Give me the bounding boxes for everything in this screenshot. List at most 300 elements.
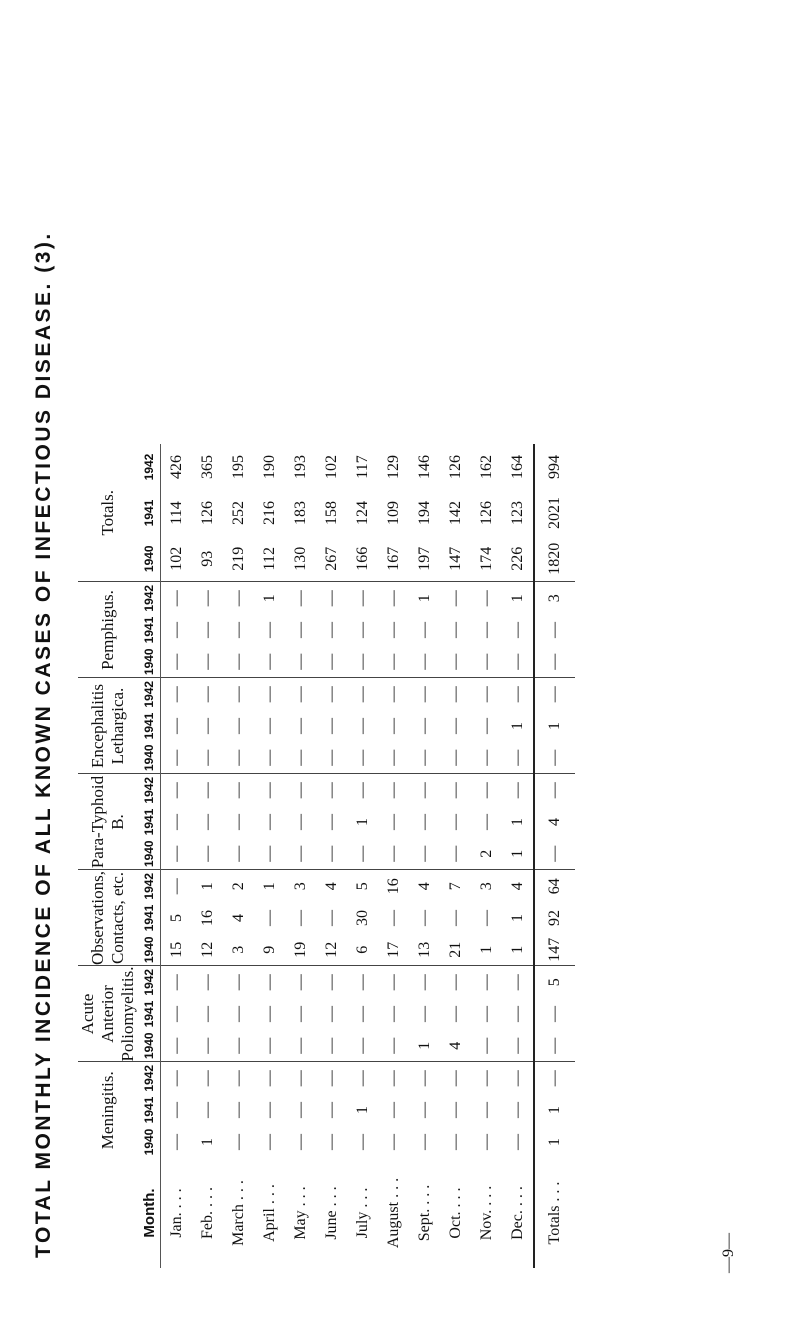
table-cell: —: [291, 1102, 309, 1118]
table-cell: —: [477, 1070, 495, 1087]
group-header: Observations, Contacts, etc.: [78, 870, 138, 966]
totals-cell: 2021: [534, 490, 575, 536]
table-cell: —: [322, 590, 340, 607]
table-cell: 4: [440, 1030, 471, 1062]
table-cell: —: [384, 1070, 402, 1087]
table-cell: —: [254, 1030, 285, 1062]
table-cell: —: [353, 686, 371, 703]
table-cell: —: [260, 1070, 278, 1087]
table-cell: —: [378, 838, 409, 870]
table-cell: 1: [508, 722, 526, 730]
table-cell: —: [198, 814, 216, 830]
totals-cell: 92: [534, 902, 575, 934]
month-label: Feb. . . .: [198, 1187, 216, 1239]
table-row: [502, 444, 534, 1268]
table-cell: —: [415, 910, 433, 926]
table-cell: —: [229, 622, 247, 638]
year-header: 1940: [138, 1030, 161, 1062]
table-cell: —: [471, 742, 502, 774]
table-cell: 126: [477, 501, 495, 525]
table-cell: 167: [378, 536, 409, 582]
table-cell: —: [409, 646, 440, 678]
table-cell: 197: [409, 536, 440, 582]
table-cell: —: [260, 1102, 278, 1118]
table-cell: 216: [260, 501, 278, 525]
table-cell: —: [223, 646, 254, 678]
table-cell: —: [229, 590, 247, 607]
table-cell: —: [161, 646, 193, 678]
table-cell: 6: [347, 934, 378, 966]
month-label: May . . .: [291, 1186, 309, 1240]
table-cell: —: [446, 718, 464, 734]
table-cell: —: [446, 782, 464, 799]
year-header: 1942: [138, 1062, 161, 1094]
table-cell: —: [291, 974, 309, 991]
table-cell: 12: [192, 934, 223, 966]
totals-cell: 64: [534, 870, 575, 902]
table-cell: —: [229, 718, 247, 734]
table-cell: 1: [415, 594, 433, 603]
table-cell: 19: [285, 934, 316, 966]
table-cell: —: [223, 1030, 254, 1062]
totals-cell: 1820: [534, 536, 575, 582]
table-cell: —: [477, 590, 495, 607]
table-cell: —: [477, 974, 495, 991]
table-cell: —: [384, 814, 402, 830]
table-cell: 147: [440, 536, 471, 582]
table-cell: 4: [415, 882, 433, 891]
table-cell: —: [192, 838, 223, 870]
table-cell: —: [322, 686, 340, 703]
table-cell: 2: [471, 838, 502, 870]
table-cell: 1: [198, 882, 216, 891]
table-cell: —: [415, 1134, 433, 1150]
table-cell: —: [409, 742, 440, 774]
table-cell: —: [384, 622, 402, 638]
table-cell: —: [446, 590, 464, 607]
table-cell: 102: [322, 455, 340, 479]
table-cell: —: [198, 974, 216, 991]
table-cell: 193: [291, 455, 309, 479]
table-cell: —: [502, 742, 534, 774]
table-cell: —: [477, 1102, 495, 1118]
table-cell: —: [291, 590, 309, 607]
month-label: Oct. . . .: [446, 1187, 464, 1239]
table-cell: —: [260, 1006, 278, 1022]
totals-cell: —: [534, 742, 575, 774]
incidence-table: [78, 444, 575, 1268]
table-cell: —: [446, 974, 464, 991]
table-cell: —: [260, 1134, 278, 1150]
table-cell: —: [291, 718, 309, 734]
table-cell: —: [291, 622, 309, 638]
page-title: TOTAL MONTHLY INCIDENCE OF ALL KNOWN CASES OF INFECTIOUS DISEASE. (3).: [32, 231, 55, 1258]
table-cell: 112: [254, 536, 285, 582]
table-cell: —: [353, 1070, 371, 1087]
table-cell: —: [502, 646, 534, 678]
table-cell: —: [198, 718, 216, 734]
month-header: Month.: [138, 1158, 161, 1268]
table-cell: 164: [508, 455, 526, 479]
table-cell: —: [502, 1030, 534, 1062]
table-cell: —: [285, 742, 316, 774]
table-cell: —: [198, 590, 216, 607]
table-cell: —: [446, 910, 464, 926]
table-cell: 12: [316, 934, 347, 966]
month-label: July . . .: [353, 1187, 371, 1239]
group-header: Totals.: [78, 444, 138, 582]
table-row: [254, 444, 285, 1268]
table-cell: —: [508, 1070, 526, 1087]
year-header: 1942: [138, 966, 161, 998]
table-cell: —: [229, 782, 247, 799]
table-cell: —: [316, 742, 347, 774]
table-cell: —: [285, 838, 316, 870]
table-cell: 93: [192, 536, 223, 582]
table-cell: —: [477, 1134, 495, 1150]
totals-cell: —: [534, 678, 575, 710]
table-body: [161, 444, 576, 1268]
table-cell: —: [167, 1102, 185, 1118]
year-header: 1941: [138, 490, 161, 536]
table-cell: 124: [353, 501, 371, 525]
totals-cell: —: [534, 774, 575, 806]
table-cell: —: [322, 974, 340, 991]
table-cell: —: [477, 814, 495, 830]
table-cell: —: [415, 686, 433, 703]
table-cell: 1: [508, 594, 526, 603]
table-cell: 9: [254, 934, 285, 966]
year-header: 1941: [138, 998, 161, 1030]
year-header: 1942: [138, 444, 161, 490]
totals-cell: 147: [534, 934, 575, 966]
table-cell: —: [384, 974, 402, 991]
table-cell: —: [415, 974, 433, 991]
totals-cell: 1: [534, 1126, 575, 1158]
table-cell: 1: [353, 818, 371, 826]
table-row: [223, 444, 254, 1268]
year-header: 1942: [138, 678, 161, 710]
table-cell: —: [477, 910, 495, 926]
table-row: [161, 444, 193, 1268]
table-cell: —: [446, 1102, 464, 1118]
totals-cell: 4: [534, 806, 575, 838]
totals-cell: —: [534, 998, 575, 1030]
group-header-row: [78, 444, 138, 1268]
table-cell: —: [167, 878, 185, 895]
table-cell: —: [508, 686, 526, 703]
totals-label: Totals . . .: [534, 1158, 575, 1268]
table-cell: —: [223, 742, 254, 774]
table-cell: —: [384, 718, 402, 734]
table-cell: 146: [415, 455, 433, 479]
table-cell: —: [415, 622, 433, 638]
table-row: [471, 444, 502, 1268]
totals-cell: 1: [534, 710, 575, 742]
table-cell: —: [353, 1006, 371, 1022]
table-cell: 4: [229, 914, 247, 922]
table-cell: —: [415, 814, 433, 830]
table-cell: —: [260, 974, 278, 991]
table-cell: —: [167, 590, 185, 607]
table-cell: 226: [502, 536, 534, 582]
year-header: 1941: [138, 1094, 161, 1126]
table-cell: —: [229, 1070, 247, 1087]
table-cell: 15: [161, 934, 193, 966]
table-cell: —: [508, 1102, 526, 1118]
table-row: [316, 444, 347, 1268]
table-cell: 2: [229, 882, 247, 891]
table-cell: 174: [471, 536, 502, 582]
totals-cell: —: [534, 646, 575, 678]
table-cell: 5: [353, 882, 371, 891]
table-cell: —: [378, 646, 409, 678]
table-cell: 102: [161, 536, 193, 582]
table-cell: 4: [322, 882, 340, 891]
table-cell: 190: [260, 455, 278, 479]
table-cell: —: [192, 1030, 223, 1062]
table-cell: 166: [347, 536, 378, 582]
table-cell: —: [285, 646, 316, 678]
table-cell: —: [161, 1030, 193, 1062]
year-header: 1940: [138, 1126, 161, 1158]
table-cell: 117: [353, 455, 371, 479]
table-cell: —: [260, 718, 278, 734]
year-header-row: [138, 444, 161, 1268]
table-cell: —: [384, 1006, 402, 1022]
year-header: 1942: [138, 582, 161, 614]
group-header: Para-Typhoid B.: [78, 774, 138, 870]
table-row: [347, 444, 378, 1268]
table-cell: —: [322, 1006, 340, 1022]
table-cell: —: [353, 718, 371, 734]
table-cell: 1: [353, 1106, 371, 1114]
table-cell: 1: [409, 1030, 440, 1062]
year-header: 1942: [138, 774, 161, 806]
table-cell: —: [260, 910, 278, 926]
table-cell: —: [322, 910, 340, 926]
table-cell: —: [471, 1030, 502, 1062]
table-cell: 3: [223, 934, 254, 966]
table-cell: 219: [223, 536, 254, 582]
table-cell: 5: [167, 914, 185, 922]
table-cell: 1: [508, 818, 526, 826]
table-cell: 3: [291, 882, 309, 891]
month-label: Jan. . . .: [167, 1188, 185, 1238]
year-header: 1940: [138, 742, 161, 774]
table-cell: 162: [477, 455, 495, 479]
table-cell: —: [384, 590, 402, 607]
table-cell: 17: [378, 934, 409, 966]
table-cell: —: [229, 814, 247, 830]
table-cell: 30: [353, 910, 371, 926]
table-cell: —: [446, 1006, 464, 1022]
year-header: 1940: [138, 934, 161, 966]
table-cell: 426: [167, 455, 185, 479]
table-cell: —: [471, 646, 502, 678]
table-cell: —: [192, 742, 223, 774]
table-cell: —: [440, 838, 471, 870]
table-cell: —: [322, 814, 340, 830]
table-cell: 158: [322, 501, 340, 525]
table-cell: —: [409, 838, 440, 870]
table-cell: —: [353, 782, 371, 799]
group-header: Pemphigus.: [78, 582, 138, 678]
table-cell: —: [446, 814, 464, 830]
table-cell: —: [384, 1134, 402, 1150]
table-cell: —: [384, 910, 402, 926]
table-cell: —: [415, 1070, 433, 1087]
year-header: 1940: [138, 646, 161, 678]
group-header: Encephalitis Lethargica.: [78, 678, 138, 774]
table-cell: —: [322, 1070, 340, 1087]
table-cell: —: [291, 1070, 309, 1087]
table-cell: —: [254, 838, 285, 870]
table-cell: —: [167, 814, 185, 830]
table-cell: —: [167, 718, 185, 734]
table-cell: —: [167, 974, 185, 991]
table-cell: 3: [477, 882, 495, 891]
totals-cell: 5: [534, 966, 575, 998]
table-cell: —: [508, 1134, 526, 1150]
table-cell: —: [477, 686, 495, 703]
table-cell: —: [347, 838, 378, 870]
table-cell: —: [477, 1006, 495, 1022]
month-label: June . . .: [322, 1186, 340, 1240]
table-cell: —: [384, 1102, 402, 1118]
month-label: Sept. . . .: [415, 1184, 433, 1242]
table-cell: —: [223, 838, 254, 870]
table-cell: —: [353, 622, 371, 638]
table-cell: —: [260, 686, 278, 703]
table-cell: 1: [508, 914, 526, 922]
table-cell: 1: [198, 1138, 216, 1146]
table-cell: 194: [415, 501, 433, 525]
table-cell: —: [353, 590, 371, 607]
table-cell: —: [508, 782, 526, 799]
table-cell: —: [353, 1134, 371, 1150]
totals-cell: —: [534, 1030, 575, 1062]
table-cell: —: [198, 1006, 216, 1022]
table-cell: 21: [440, 934, 471, 966]
table-cell: —: [229, 1102, 247, 1118]
month-header-spacer: [78, 1158, 138, 1268]
year-header: 1941: [138, 806, 161, 838]
table-cell: 114: [167, 501, 185, 525]
table-cell: —: [291, 1134, 309, 1150]
table-cell: —: [322, 782, 340, 799]
table-cell: —: [167, 1134, 185, 1150]
table-cell: 130: [285, 536, 316, 582]
table-cell: —: [161, 838, 193, 870]
table-cell: —: [291, 814, 309, 830]
table-cell: —: [415, 782, 433, 799]
table-cell: —: [229, 1134, 247, 1150]
table-cell: —: [291, 782, 309, 799]
table-cell: —: [198, 1070, 216, 1087]
table-cell: —: [192, 646, 223, 678]
table-cell: —: [384, 686, 402, 703]
table-cell: —: [353, 974, 371, 991]
table-cell: 195: [229, 455, 247, 479]
table-cell: 267: [316, 536, 347, 582]
table-cell: —: [446, 622, 464, 638]
table-cell: 126: [446, 455, 464, 479]
table-cell: —: [508, 622, 526, 638]
table-cell: —: [440, 742, 471, 774]
table-cell: —: [198, 686, 216, 703]
totals-cell: 994: [534, 444, 575, 490]
table-cell: 1: [260, 882, 278, 891]
table-cell: —: [167, 1070, 185, 1087]
table-cell: —: [198, 782, 216, 799]
year-header: 1941: [138, 710, 161, 742]
table-cell: —: [260, 814, 278, 830]
table-cell: —: [384, 782, 402, 799]
table-cell: —: [347, 1030, 378, 1062]
table-cell: 365: [198, 455, 216, 479]
table-cell: —: [260, 782, 278, 799]
table-cell: —: [254, 646, 285, 678]
table-cell: 142: [446, 501, 464, 525]
table-cell: 252: [229, 501, 247, 525]
table-cell: —: [508, 1006, 526, 1022]
month-label: Nov. . . .: [477, 1185, 495, 1241]
group-header: Acute Anterior Poliomyelitis.: [78, 966, 137, 1062]
table-cell: 13: [409, 934, 440, 966]
table-cell: —: [167, 622, 185, 638]
table-row: [285, 444, 316, 1268]
table-cell: 1: [502, 934, 534, 966]
year-header: 1942: [138, 870, 161, 902]
month-label: Dec. . . .: [508, 1186, 526, 1240]
table-cell: —: [285, 1030, 316, 1062]
year-header: 1941: [138, 902, 161, 934]
table-cell: —: [415, 1102, 433, 1118]
table-cell: 1: [502, 838, 534, 870]
table-cell: 109: [384, 501, 402, 525]
page-number: —9—: [720, 1233, 737, 1273]
table-cell: —: [446, 1134, 464, 1150]
table-cell: —: [347, 646, 378, 678]
totals-cell: 3: [534, 582, 575, 614]
table-cell: —: [378, 1030, 409, 1062]
table-cell: —: [322, 622, 340, 638]
table-cell: —: [291, 686, 309, 703]
table-cell: 129: [384, 455, 402, 479]
table-cell: —: [229, 974, 247, 991]
table-cell: 123: [508, 501, 526, 525]
table-row: [378, 444, 409, 1268]
table-cell: —: [167, 1006, 185, 1022]
table-cell: —: [260, 622, 278, 638]
table-cell: —: [316, 646, 347, 678]
table-row: [192, 444, 223, 1268]
year-header: 1940: [138, 838, 161, 870]
table-cell: 16: [384, 878, 402, 895]
table-cell: —: [291, 1006, 309, 1022]
table-cell: 183: [291, 501, 309, 525]
table-cell: 126: [198, 501, 216, 525]
totals-cell: —: [534, 838, 575, 870]
table-cell: —: [378, 742, 409, 774]
totals-cell: —: [534, 614, 575, 646]
table-cell: —: [508, 974, 526, 991]
table-cell: —: [254, 742, 285, 774]
table-row: [409, 444, 440, 1268]
table-cell: —: [161, 742, 193, 774]
totals-cell: —: [534, 1062, 575, 1094]
